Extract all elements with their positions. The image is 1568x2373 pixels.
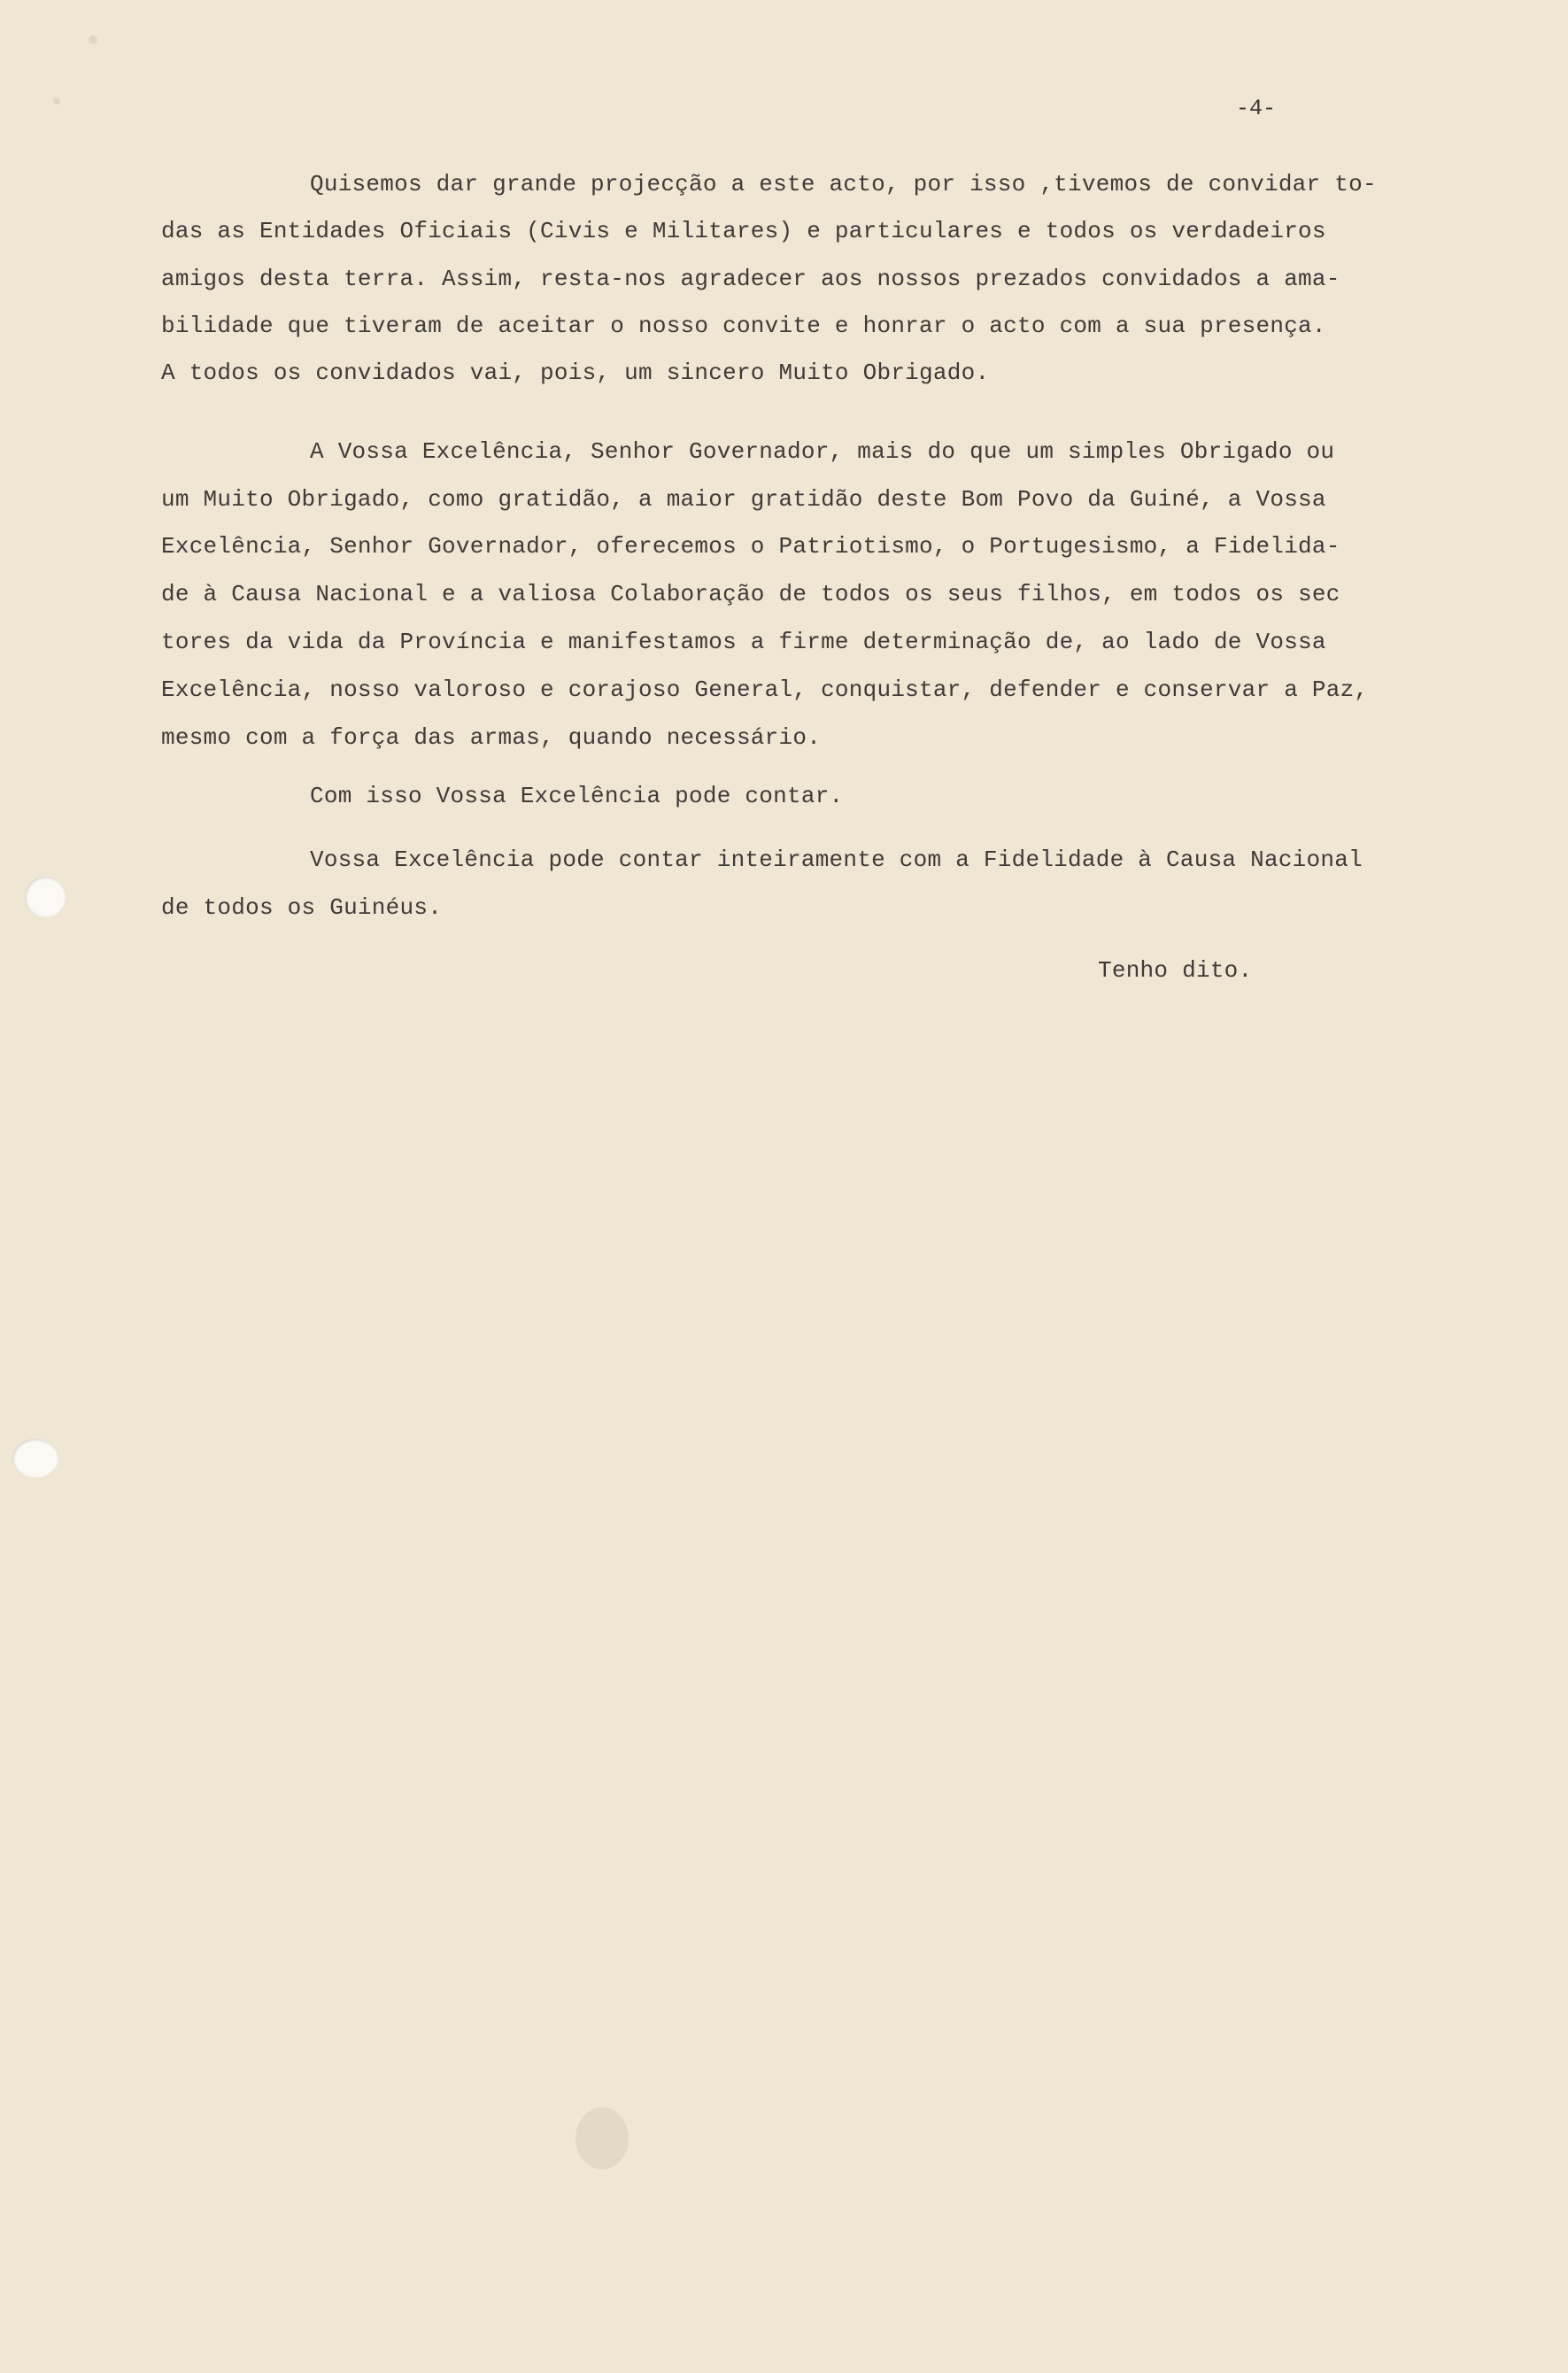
text-line: Excelência, Senhor Governador, oferecemos o Patriotismo, o Portugesismo, a Fidelida-: [161, 533, 1340, 560]
text-line: bilidade que tiveram de aceitar o nosso convite e honrar o acto com a sua presença.: [161, 313, 1326, 339]
punch-hole: [25, 877, 66, 917]
text-line: das as Entidades Oficiais (Civis e Militares) e particulares e todos os verdadeiros: [161, 218, 1326, 244]
text-line: de à Causa Nacional e a valiosa Colaboração de todos os seus filhos, em todos os sec: [161, 581, 1340, 607]
text-line: A Vossa Excelência, Senhor Governador, mais do que um simples Obrigado ou: [310, 438, 1335, 465]
text-line: de todos os Guinéus.: [161, 894, 443, 921]
corner-stain: [53, 97, 60, 104]
text-line: Vossa Excelência pode contar inteiramente com a Fidelidade à Causa Nacional: [310, 846, 1363, 873]
text-line: Quisemos dar grande projecção a este acto, por isso ,tivemos de convidar to-: [310, 171, 1377, 197]
text-line: mesmo com a força das armas, quando necessário.: [161, 724, 822, 751]
paper-stain: [575, 2107, 629, 2169]
text-line: tores da vida da Província e manifestamos a firme determinação de, ao lado de Vossa: [161, 629, 1326, 655]
text-line: A todos os convidados vai, pois, um sincero Muito Obrigado.: [161, 359, 990, 386]
corner-stain: [89, 35, 97, 44]
text-line: um Muito Obrigado, como gratidão, a maior gratidão deste Bom Povo da Guiné, a Vossa: [161, 486, 1326, 513]
text-line: Excelência, nosso valoroso e corajoso General, conquistar, defender e conservar a Paz,: [161, 676, 1369, 703]
punch-hole: [12, 1439, 58, 1478]
page-number: -4-: [1236, 96, 1277, 121]
text-line: amigos desta terra. Assim, resta-nos agradecer aos nossos prezados convidados a ama-: [161, 266, 1340, 292]
text-line: Com isso Vossa Excelência pode contar.: [310, 783, 844, 809]
closing-line: Tenho dito.: [1098, 957, 1253, 984]
